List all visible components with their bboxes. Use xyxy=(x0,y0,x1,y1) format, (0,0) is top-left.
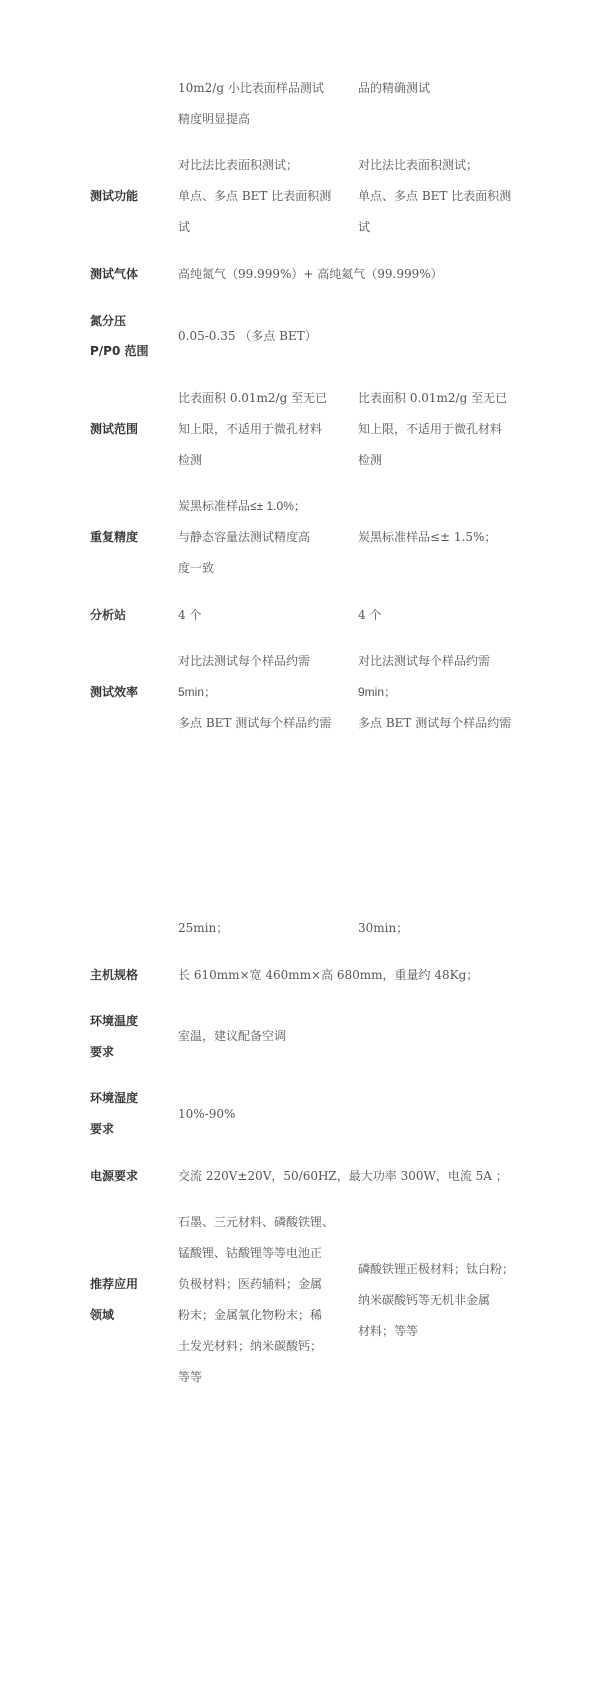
gas-label: 测试气体 xyxy=(90,267,139,281)
efficiency-col1-cont: 25min； xyxy=(178,921,229,935)
efficiency-label: 测试效率 xyxy=(90,685,139,699)
range-col2-line-3: 检测 xyxy=(358,453,383,467)
range-col1-line-1: 比表面积 0.01m2/g 至无已 xyxy=(178,391,328,405)
efficiency-col2-line-3: 多点 BET 测试每个样品约需 xyxy=(358,716,512,730)
stations-col2: 4 个 xyxy=(358,608,382,622)
temperature-value: 室温，建议配备空调 xyxy=(178,1029,287,1043)
application-col1-line-1: 石墨、三元材料、磷酸铁锂、 xyxy=(178,1215,335,1229)
precision-col2-line-1: 炭黑标准样品≤± 1.5%； xyxy=(358,530,497,544)
range-label: 测试范围 xyxy=(90,422,139,436)
function-col2-line-1: 对比法比表面积测试； xyxy=(358,158,479,172)
efficiency-col1-line-3: 多点 BET 测试每个样品约需 xyxy=(178,716,332,730)
range-col1-line-3: 检测 xyxy=(178,453,203,467)
precision-label: 重复精度 xyxy=(90,530,139,544)
pressure-value: 0.05-0.35 （多点 BET） xyxy=(178,329,317,343)
range-col1-line-2: 知上限，不适用于微孔材料 xyxy=(178,422,323,436)
humidity-label-line-2: 要求 xyxy=(90,1122,115,1136)
pressure-label-line-2: P/P0 范围 xyxy=(90,344,149,358)
function-col1-line-3: 试 xyxy=(178,220,191,234)
humidity-label-line-1: 环境湿度 xyxy=(90,1091,139,1105)
temperature-label-line-1: 环境温度 xyxy=(90,1014,139,1028)
power-value: 交流 220V±20V，50/60HZ，最大功率 300W，电流 5A ； xyxy=(178,1169,508,1183)
application-col2-line-2: 纳米碳酸钙等无机非金属 xyxy=(358,1293,491,1307)
application-col1-line-2: 锰酸锂、钴酸锂等等电池正 xyxy=(178,1246,323,1260)
function-col1-line-1: 对比法比表面积测试； xyxy=(178,158,299,172)
stations-label: 分析站 xyxy=(90,608,127,622)
precision-col1-line-2: 与静态容量法测试精度高 xyxy=(178,530,311,544)
power-label: 电源要求 xyxy=(90,1169,139,1183)
stations-col1: 4 个 xyxy=(178,608,202,622)
function-col2-line-3: 试 xyxy=(358,220,371,234)
gas-value: 高纯氮气（99.999%）+ 高纯氦气（99.999%） xyxy=(178,267,443,281)
application-col2-line-1: 磷酸铁锂正极材料；钛白粉； xyxy=(358,1262,515,1276)
precision-col1-line-3: 度一致 xyxy=(178,561,215,575)
efficiency-col2-line-2: 9min； xyxy=(358,685,397,699)
efficiency-col2-cont: 30min； xyxy=(358,921,409,935)
function-label: 测试功能 xyxy=(90,189,139,203)
pressure-label-line-1: 氮分压 xyxy=(90,314,127,328)
top-col1-line-1: 10m2/g 小比表面样品测试 xyxy=(178,81,324,95)
efficiency-col1-line-2: 5min； xyxy=(178,685,217,699)
precision-col1-line-1: 炭黑标准样品≤± 1.0%； xyxy=(178,499,306,513)
top-col2-line-1: 品的精确测试 xyxy=(358,81,431,95)
application-col1-line-3: 负极材料；医药辅料；金属 xyxy=(178,1277,323,1291)
efficiency-col2-line-1: 对比法测试每个样品约需 xyxy=(358,654,491,668)
range-col2-line-1: 比表面积 0.01m2/g 至无已 xyxy=(358,391,508,405)
spec-label: 主机规格 xyxy=(90,968,139,982)
application-col1-line-5: 土发光材料；纳米碳酸钙； xyxy=(178,1339,323,1353)
temperature-label-line-2: 要求 xyxy=(90,1045,115,1059)
application-col1-line-4: 粉末；金属氧化物粉末；稀 xyxy=(178,1308,323,1322)
application-label-line-2: 领域 xyxy=(90,1308,115,1322)
top-col1-line-2: 精度明显提高 xyxy=(178,112,251,126)
application-label-line-1: 推荐应用 xyxy=(90,1277,139,1291)
function-col2-line-2: 单点、多点 BET 比表面积测 xyxy=(358,189,512,203)
efficiency-col1-line-1: 对比法测试每个样品约需 xyxy=(178,654,311,668)
humidity-value: 10%-90% xyxy=(178,1107,236,1121)
range-col2-line-2: 知上限，不适用于微孔材料 xyxy=(358,422,503,436)
application-col2-line-3: 材料；等等 xyxy=(358,1324,419,1338)
function-col1-line-2: 单点、多点 BET 比表面积测 xyxy=(178,189,332,203)
spec-value: 长 610mm×宽 460mm×高 680mm，重量约 48Kg； xyxy=(178,968,479,982)
application-col1-line-6: 等等 xyxy=(178,1370,203,1384)
